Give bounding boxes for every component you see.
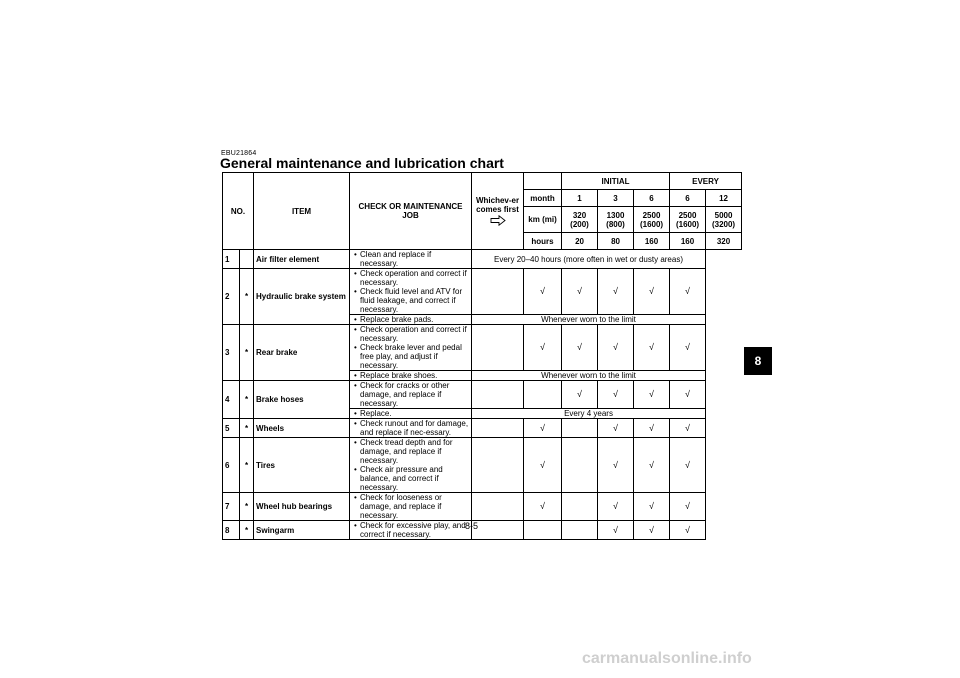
header-initial: INITIAL <box>562 173 670 190</box>
hours-cell: 160 <box>670 233 706 250</box>
row-job <box>350 250 472 269</box>
month-cell: 6 <box>670 190 706 207</box>
row-star: * <box>240 438 254 493</box>
whichever-cell <box>472 521 524 540</box>
check-mark: √ <box>598 269 634 315</box>
row-item: Hydraulic brake system <box>254 269 350 325</box>
arrow-right-icon <box>490 215 506 226</box>
job-list <box>352 269 469 314</box>
whichever-cell <box>472 419 524 438</box>
check-mark: √ <box>670 419 706 438</box>
job-item: • Check for cracks or other damage, and replace if necessary. <box>352 381 469 408</box>
month-cell: 3 <box>598 190 634 207</box>
table-row <box>223 381 742 409</box>
table-row <box>223 493 742 521</box>
check-mark: √ <box>670 521 706 540</box>
check-mark: √ <box>634 419 670 438</box>
check-mark: √ <box>524 325 562 371</box>
header-check: CHECK OR MAINTENANCE JOB <box>350 173 472 250</box>
table-row <box>223 269 742 315</box>
row-number: 6 <box>223 438 240 493</box>
check-mark: √ <box>598 381 634 409</box>
row-star: * <box>240 419 254 438</box>
interval-note: Every 4 years <box>472 409 706 419</box>
row-job <box>350 419 472 438</box>
row-number: 8 <box>223 521 240 540</box>
check-mark: √ <box>634 269 670 315</box>
check-mark: √ <box>634 521 670 540</box>
month-cell: 1 <box>562 190 598 207</box>
job-item: • Check for excessive play, and correct if necessary. <box>352 521 469 539</box>
job-item: • Check fluid level and ATV for fluid leakage, and correct if necessary. <box>352 287 469 314</box>
row-job <box>350 381 472 409</box>
check-mark: √ <box>562 381 598 409</box>
check-mark: √ <box>598 419 634 438</box>
check-mark: √ <box>524 438 562 493</box>
check-mark: √ <box>598 493 634 521</box>
whichever-cell <box>472 269 524 315</box>
row-number: 1 <box>223 250 240 269</box>
row-job <box>350 493 472 521</box>
header-every: EVERY <box>670 173 742 190</box>
whichever-cell <box>472 325 524 371</box>
job-list <box>352 493 469 520</box>
header-km: km (mi) <box>524 207 562 233</box>
check-mark: √ <box>598 521 634 540</box>
chart-body <box>223 250 742 540</box>
row-star: * <box>240 381 254 419</box>
table-row <box>223 419 742 438</box>
whichever-cell <box>472 493 524 521</box>
empty-cell <box>562 438 598 493</box>
row-item: Swingarm <box>254 521 350 540</box>
check-mark: √ <box>524 269 562 315</box>
whichever-cell <box>472 381 524 409</box>
whichever-cell <box>472 438 524 493</box>
table-row <box>223 250 742 269</box>
header-whichever <box>472 173 524 250</box>
job-list <box>352 409 469 418</box>
table-row <box>223 521 742 540</box>
job-list <box>352 419 469 437</box>
interval-note: Whenever worn to the limit <box>472 315 706 325</box>
row-job <box>350 371 472 381</box>
job-item: • Check runout and for damage, and replace if nec-essary. <box>352 419 469 437</box>
header-no: NO. <box>223 173 254 250</box>
job-list <box>352 371 469 380</box>
check-mark: √ <box>524 493 562 521</box>
empty-cell <box>562 521 598 540</box>
row-item: Wheels <box>254 419 350 438</box>
interval-note: Whenever worn to the limit <box>472 371 706 381</box>
job-item: • Replace brake pads. <box>352 315 469 324</box>
row-job <box>350 521 472 540</box>
row-number: 5 <box>223 419 240 438</box>
job-item: • Check brake lever and pedal free play, and adjust if necessary. <box>352 343 469 370</box>
header-hours: hours <box>524 233 562 250</box>
job-item: • Replace. <box>352 409 469 418</box>
job-list <box>352 315 469 324</box>
job-item: • Check air pressure and balance, and correct if necessary. <box>352 465 469 492</box>
month-cell: 12 <box>706 190 742 207</box>
check-mark: √ <box>670 325 706 371</box>
row-star: * <box>240 493 254 521</box>
empty-cell <box>562 419 598 438</box>
job-item: • Check tread depth and for damage, and replace if necessary. <box>352 438 469 465</box>
row-item: Wheel hub bearings <box>254 493 350 521</box>
row-number: 3 <box>223 325 240 381</box>
row-job <box>350 438 472 493</box>
empty-cell <box>562 493 598 521</box>
page-title: General maintenance and lubrication chart <box>220 155 504 171</box>
row-job <box>350 325 472 371</box>
job-list <box>352 325 469 370</box>
job-item: • Clean and replace if necessary. <box>352 250 469 268</box>
row-job <box>350 409 472 419</box>
row-number: 2 <box>223 269 240 325</box>
check-mark: √ <box>598 325 634 371</box>
job-item: • Check operation and correct if necessary. <box>352 325 469 343</box>
hours-cell: 160 <box>634 233 670 250</box>
row-item: Air filter element <box>254 250 350 269</box>
check-mark: √ <box>562 269 598 315</box>
row-item: Tires <box>254 438 350 493</box>
watermark: carmanualsonline.info <box>582 650 752 667</box>
check-mark: √ <box>670 493 706 521</box>
job-item: • Check operation and correct if necessary. <box>352 269 469 287</box>
hours-cell: 320 <box>706 233 742 250</box>
check-mark: √ <box>562 325 598 371</box>
check-mark: √ <box>634 381 670 409</box>
row-number: 4 <box>223 381 240 419</box>
check-mark: √ <box>670 381 706 409</box>
check-mark: √ <box>524 419 562 438</box>
row-star: * <box>240 325 254 381</box>
job-item: • Check for looseness or damage, and replace if necessary. <box>352 493 469 520</box>
row-job <box>350 315 472 325</box>
header-item: ITEM <box>254 173 350 250</box>
row-star: * <box>240 521 254 540</box>
section-tab: 8 <box>744 347 772 375</box>
empty-cell <box>524 381 562 409</box>
km-cell: 2500 (1600) <box>670 207 706 233</box>
empty-cell <box>524 521 562 540</box>
job-list <box>352 438 469 492</box>
table-row <box>223 325 742 371</box>
table-row <box>223 438 742 493</box>
km-cell: 1300 (800) <box>598 207 634 233</box>
document-code: EBU21864 <box>221 150 257 157</box>
interval-note: Every 20–40 hours (more often in wet or dusty areas) <box>472 250 706 269</box>
check-mark: √ <box>598 438 634 493</box>
job-list <box>352 250 469 268</box>
job-list <box>352 381 469 408</box>
job-list <box>352 521 469 539</box>
check-mark: √ <box>670 438 706 493</box>
row-job <box>350 269 472 315</box>
row-star: * <box>240 269 254 325</box>
header-month: month <box>524 190 562 207</box>
check-mark: √ <box>634 493 670 521</box>
check-mark: √ <box>634 325 670 371</box>
row-star <box>240 250 254 269</box>
km-cell: 2500 (1600) <box>634 207 670 233</box>
maintenance-chart <box>222 172 742 540</box>
km-cell: 320 (200) <box>562 207 598 233</box>
job-item: • Replace brake shoes. <box>352 371 469 380</box>
whichever-label: Whichev-er comes first <box>475 196 520 214</box>
check-mark: √ <box>670 269 706 315</box>
hours-cell: 80 <box>598 233 634 250</box>
check-mark: √ <box>634 438 670 493</box>
page-number: 8-5 <box>465 521 479 531</box>
row-item: Brake hoses <box>254 381 350 419</box>
month-cell: 6 <box>634 190 670 207</box>
row-item: Rear brake <box>254 325 350 381</box>
km-cell: 5000 (3200) <box>706 207 742 233</box>
row-number: 7 <box>223 493 240 521</box>
hours-cell: 20 <box>562 233 598 250</box>
